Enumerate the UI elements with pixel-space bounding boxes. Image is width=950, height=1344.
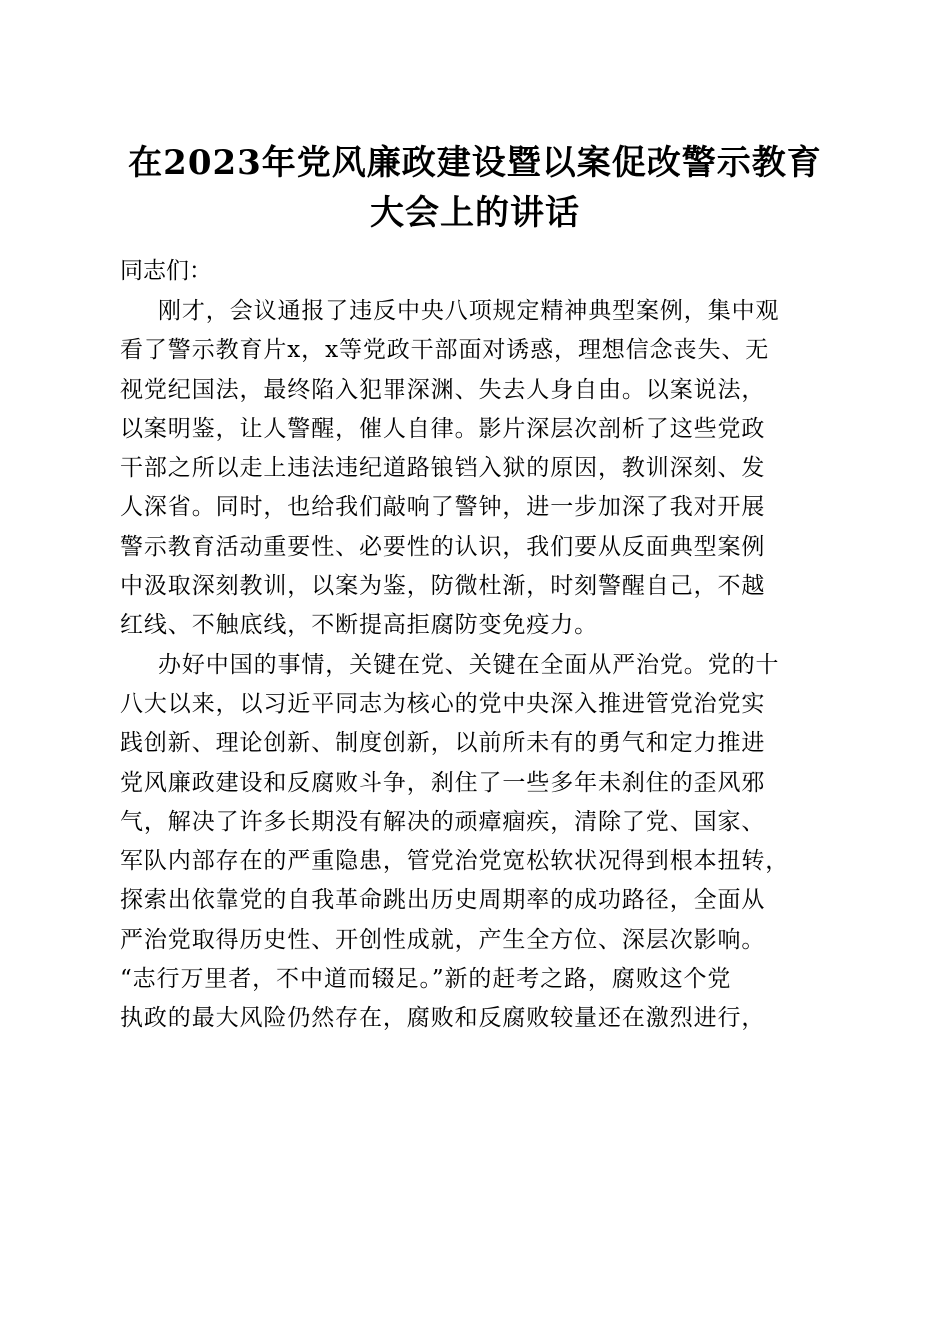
- title-line-2: 大会上的讲话: [370, 193, 580, 233]
- paragraph-line: 军队内部存在的严重隐患，管党治党宽松软状况得到根本扭转，: [120, 848, 790, 875]
- paragraph-1: [120, 292, 840, 646]
- paragraph-line: 视党纪国法，最终陷入犯罪深渊、失去人身自由。以案说法，: [120, 376, 766, 403]
- paragraph-line: 干部之所以走上违法违纪道路锒铛入狱的原因，教训深刻、发: [120, 455, 766, 482]
- paragraph-line: 以案明鉴，让人警醒，催人自律。影片深层次剖析了这些党政: [120, 415, 766, 442]
- paragraph-line: “志行万里者，不中道而辍足。”新的赶考之路，腐败这个党: [120, 966, 732, 993]
- paragraph-line: 红线、不触底线，不断提高拒腐防变免疫力。: [120, 612, 598, 639]
- paragraph-line: 中汲取深刻教训，以案为鉴，防微杜渐，时刻警醒自己，不越: [120, 573, 766, 600]
- paragraph-line: 党风廉政建设和反腐败斗争，刹住了一些多年未刹住的歪风邪: [120, 769, 766, 796]
- paragraph-line: 人深省。同时，也给我们敲响了警钟，进一步加深了我对开展: [120, 494, 766, 521]
- paragraph-line: 刚才，会议通报了违反中央八项规定精神典型案例，集中观: [158, 298, 780, 324]
- salutation: 同志们：: [120, 258, 212, 284]
- paragraph-line: 办好中国的事情，关键在党、关键在全面从严治党。党的十: [158, 651, 780, 678]
- paragraph-2: [120, 646, 840, 1039]
- paragraph-line: 气，解决了许多长期没有解决的顽瘴痼疾，清除了党、国家、: [120, 808, 766, 835]
- paragraph-line: 探索出依靠党的自我革命跳出历史周期率的成功路径，全面从: [120, 887, 766, 914]
- document-title: [100, 138, 850, 238]
- title-line-1: 在2023年党风廉政建设暨以案促改警示教育: [128, 143, 822, 183]
- paragraph-line: 八大以来，以习近平同志为核心的党中央深入推进管党治党实: [120, 690, 766, 717]
- paragraph-line: 执政的最大风险仍然存在，腐败和反腐败较量还在激烈进行，: [120, 1005, 766, 1032]
- paragraph-line: 严治党取得历史性、开创性成就，产生全方位、深层次影响。: [120, 926, 766, 953]
- paragraph-line: 警示教育活动重要性、必要性的认识，我们要从反面典型案例: [120, 533, 766, 560]
- document-body: [120, 250, 840, 1039]
- paragraph-line: 看了警示教育片x，x等党政干部面对诱惑，理想信念丧失、无: [120, 337, 770, 364]
- paragraph-line: 践创新、理论创新、制度创新，以前所未有的勇气和定力推进: [120, 730, 766, 757]
